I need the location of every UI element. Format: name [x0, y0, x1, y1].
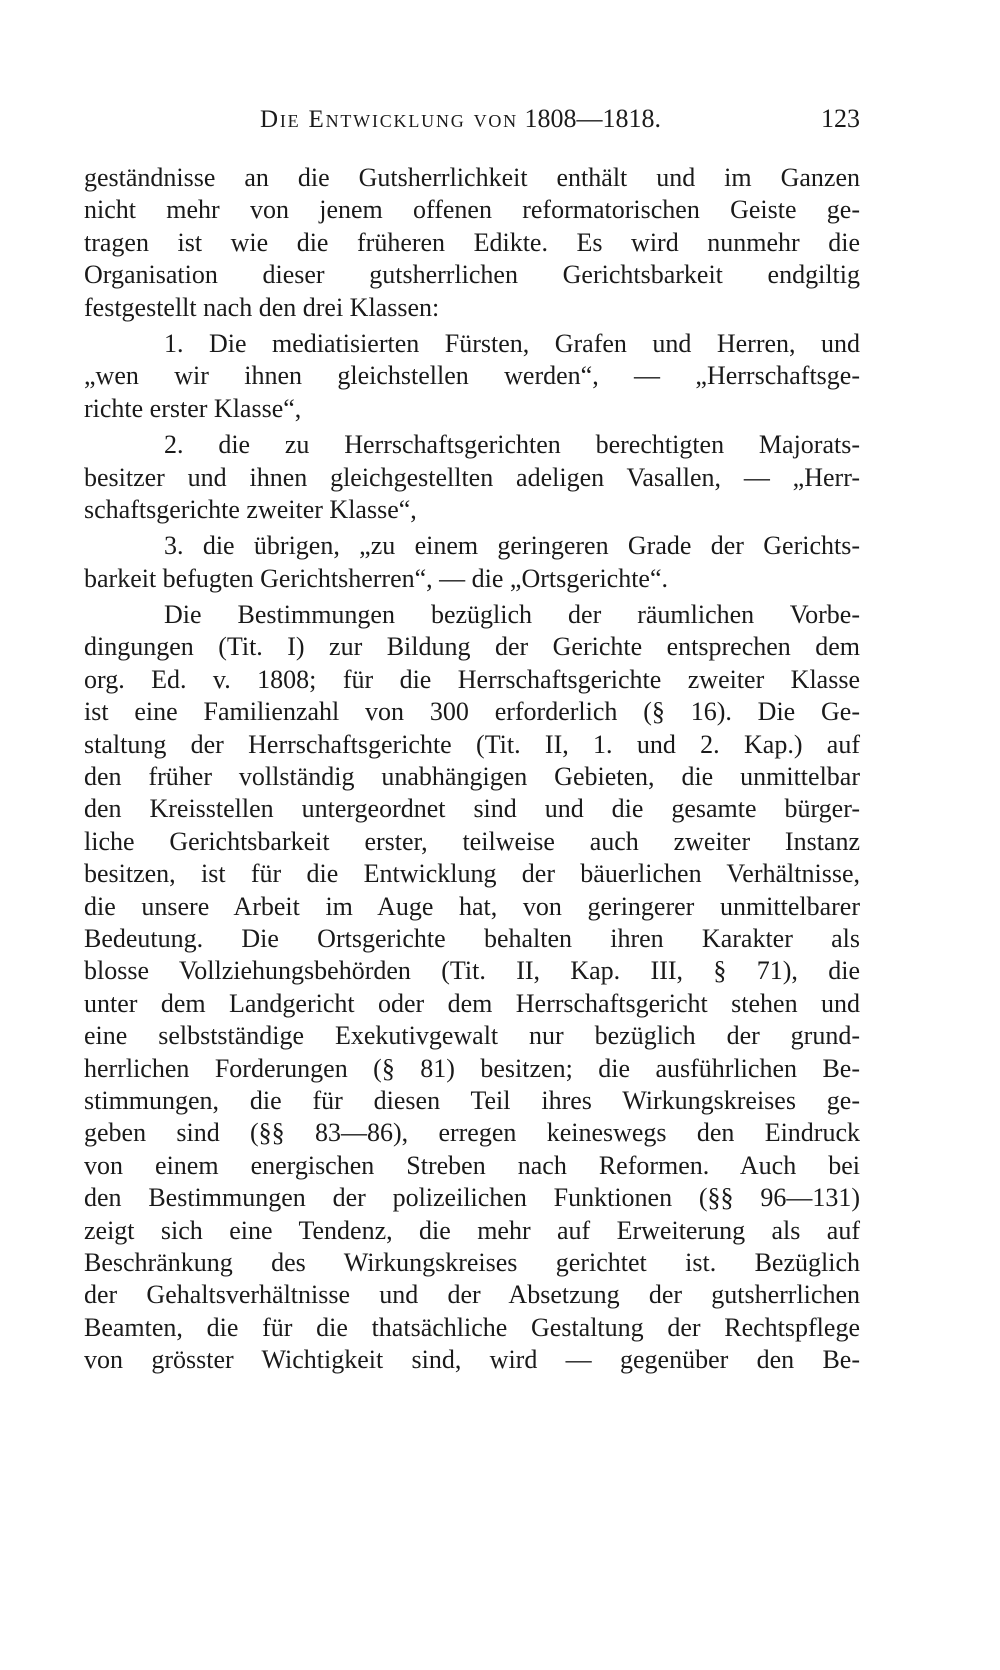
text-line: den Bestimmungen der polizeilichen Funktionen (§§ 96—131) — [84, 1183, 860, 1213]
text-line: tragen ist wie die früheren Edikte. Es wird nunmehr die — [84, 227, 860, 257]
text-line: blosse Vollziehungsbehörden (Tit. II, Kap. III, § 71), die — [84, 956, 860, 986]
text-line: zeigt sich eine Tendenz, die mehr auf Erweiterung als auf — [84, 1215, 860, 1245]
list-item-1 — [84, 328, 860, 425]
text-line: nicht mehr von jenem offenen reformatorischen Geiste ge- — [84, 195, 860, 225]
text-line: Die Bestimmungen bezüglich der räumlichen Vorbe- — [164, 600, 860, 630]
text-line: herrlichen Forderungen (§ 81) besitzen; die ausführlichen Be- — [84, 1053, 860, 1083]
text-line: schaftsgerichte zweiter Klasse“, — [84, 494, 417, 524]
text-line: besitzer und ihnen gleichgestellten adeligen Vasallen, — „Herr- — [84, 462, 860, 492]
text-line: den früher vollständig unabhängigen Gebieten, die unmittelbar — [84, 762, 860, 792]
text-line: stimmungen, die für diesen Teil ihres Wirkungskreises ge- — [84, 1085, 860, 1115]
text-line: 1. Die mediatisierten Fürsten, Grafen und Herren, und — [164, 328, 860, 358]
text-line: eine selbstständige Exekutivgewalt nur bezüglich der grund- — [84, 1021, 860, 1051]
text-line: liche Gerichtsbarkeit erster, teilweise auch zweiter Instanz — [84, 826, 860, 856]
text-line: Beschränkung des Wirkungskreises gerichtet ist. Bezüglich — [84, 1247, 860, 1277]
text-line: besitzen, ist für die Entwicklung der bäuerlichen Verhältnisse, — [84, 859, 860, 889]
running-head-title — [260, 102, 661, 137]
text-line: die unsere Arbeit im Auge hat, von geringerer unmittelbarer — [84, 891, 860, 921]
list-item-3 — [84, 530, 860, 595]
text-line: Bedeutung. Die Ortsgerichte behalten ihren Karakter als — [84, 923, 860, 953]
text-line: den Kreisstellen untergeordnet sind und die gesamte bürger- — [84, 794, 860, 824]
text-line: org. Ed. v. 1808; für die Herrschaftsgerichte zweiter Klasse — [84, 664, 860, 694]
text-line: von grösster Wichtigkeit sind, wird — gegenüber den Be- — [84, 1345, 860, 1375]
running-head-years: 1808—1818. — [524, 104, 661, 133]
running-head-title-text: Die Entwicklung von — [260, 106, 518, 133]
text-line: von einem energischen Streben nach Reformen. Auch bei — [84, 1150, 860, 1180]
text-line: geben sind (§§ 83—86), erregen keineswegs den Eindruck — [84, 1118, 860, 1148]
paragraph-intro — [84, 162, 860, 324]
text-line: „wen wir ihnen gleichstellen werden“, — „Herrschaftsge- — [84, 361, 860, 391]
text-line: 3. die übrigen, „zu einem geringeren Grade der Gerichts- — [164, 531, 860, 561]
text-line: der Gehaltsverhältnisse und der Absetzung der gutsherrlichen — [84, 1280, 860, 1310]
text-line: Beamten, die für die thatsächliche Gestaltung der Rechtspflege — [84, 1312, 860, 1342]
text-line: Organisation dieser gutsherrlichen Gerichtsbarkeit endgiltig — [84, 260, 860, 290]
text-line: barkeit befugten Gerichtsherren“, — die „Ortsgerichte“. — [84, 563, 669, 593]
running-head — [84, 102, 860, 136]
text-line: festgestellt nach den drei Klassen: — [84, 292, 440, 322]
paragraph-main — [84, 599, 860, 1376]
text-line: richte erster Klasse“, — [84, 393, 302, 423]
page-number: 123 — [821, 104, 860, 133]
text-line: unter dem Landgericht oder dem Herrschaftsgericht stehen und — [84, 988, 860, 1018]
text-line: 2. die zu Herrschaftsgerichten berechtigten Majorats- — [164, 430, 860, 460]
text-line: dingungen (Tit. I) zur Bildung der Gerichte entsprechen dem — [84, 632, 860, 662]
text-line: staltung der Herrschaftsgerichte (Tit. II, 1. und 2. Kap.) auf — [84, 729, 860, 759]
list-item-2 — [84, 429, 860, 526]
text-line: geständnisse an die Gutsherrlichkeit enthält und im Ganzen — [84, 163, 860, 192]
text-line: ist eine Familienzahl von 300 erforderlich (§ 16). Die Ge- — [84, 697, 860, 727]
body-text — [84, 162, 860, 1376]
